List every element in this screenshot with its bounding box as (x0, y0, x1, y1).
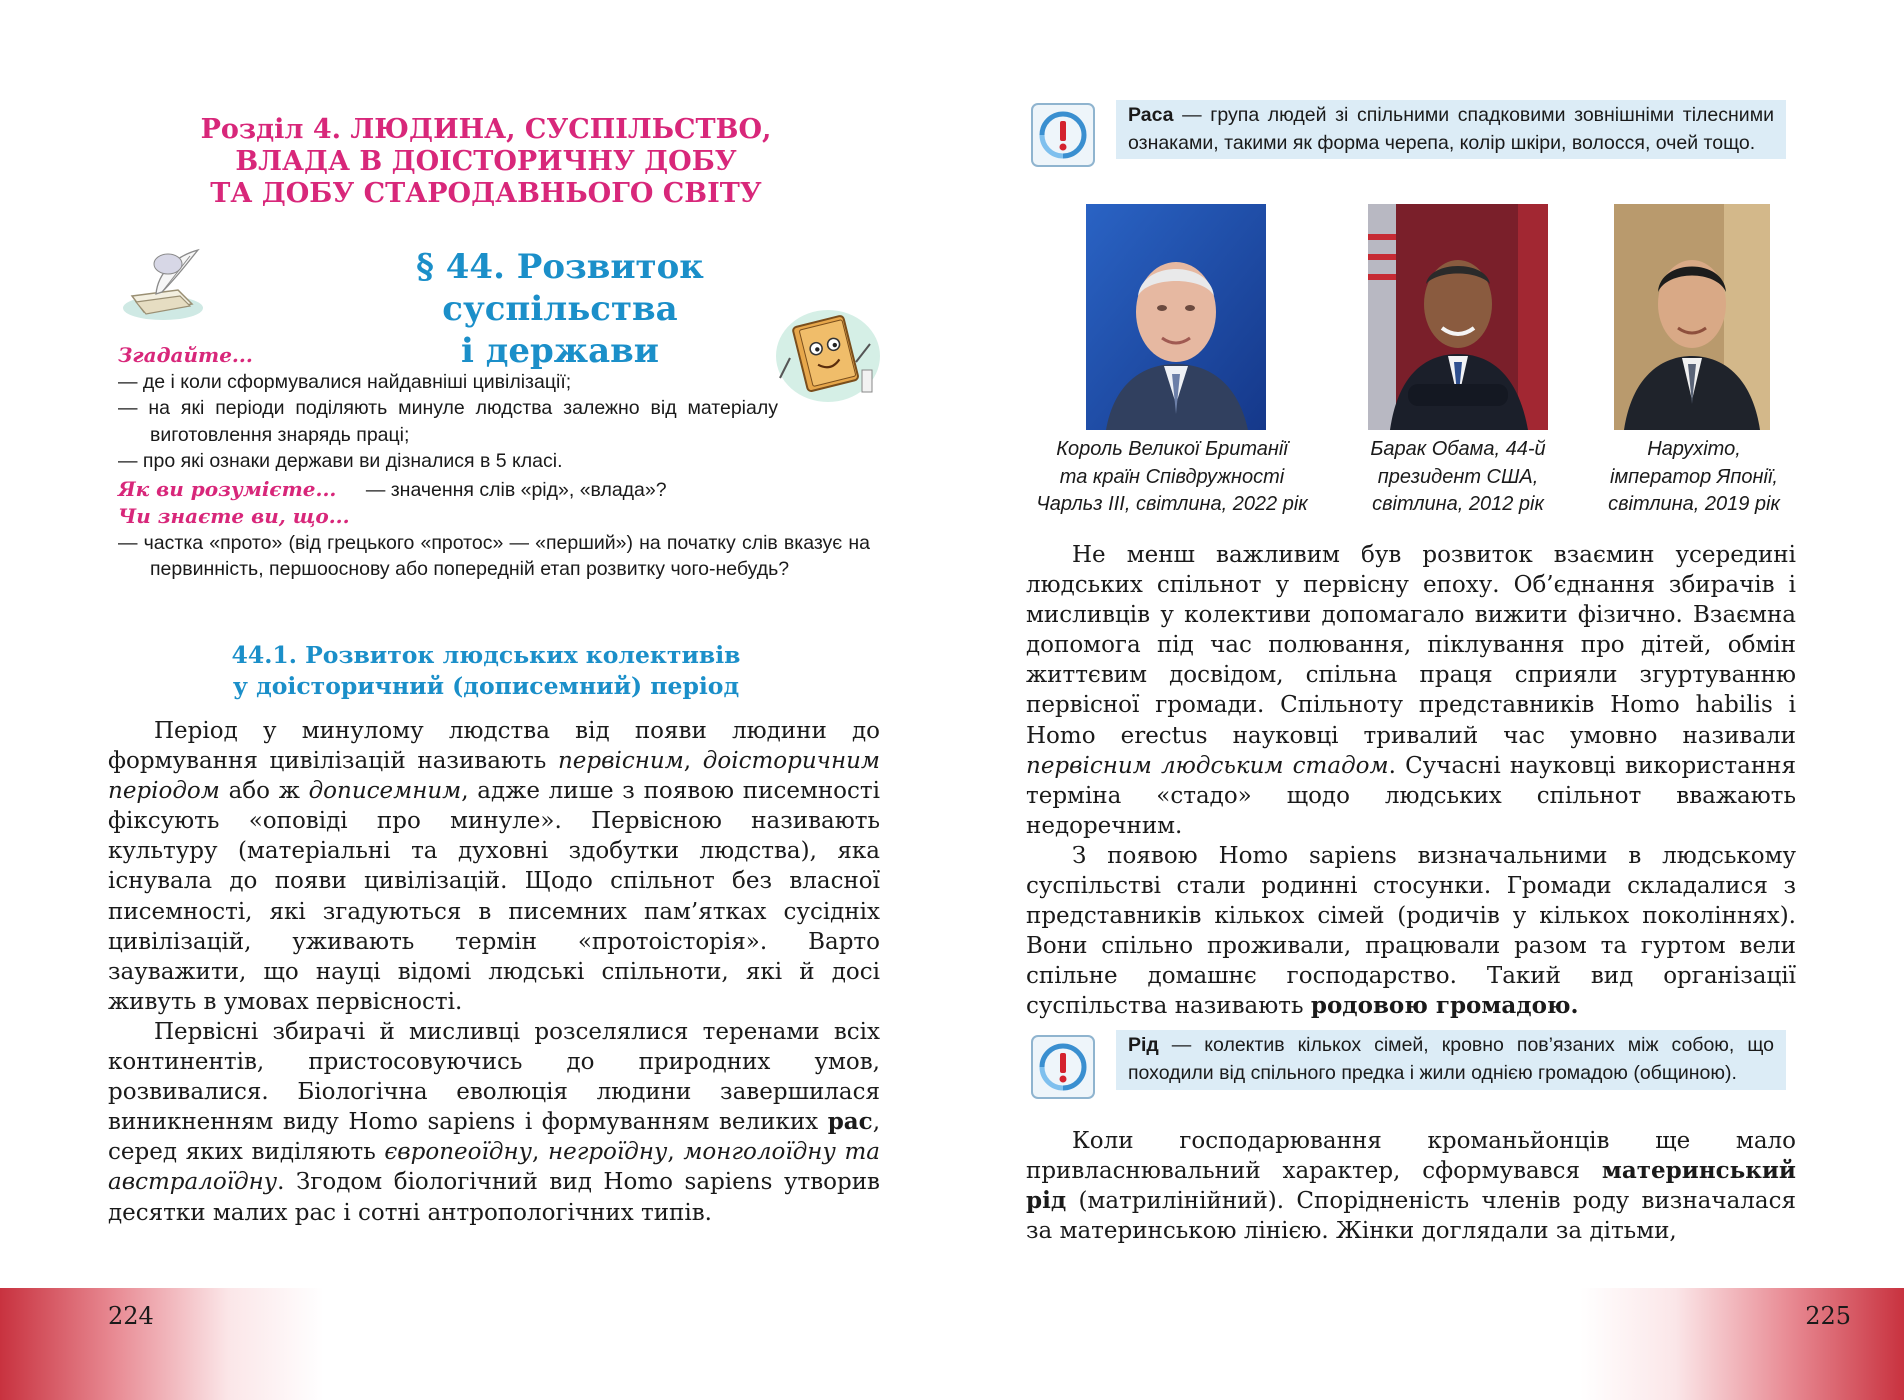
text-run: Первісні збирачі й мисливці розселялися теренами всіх континентів, пристосовуючись до природних умов, розвивалися. Біологічна еволюція людини завершилася виникненням виду Homo sapiens і формуванням великих (108, 1018, 880, 1136)
bold-term: рас (827, 1108, 873, 1136)
body-paragraph (108, 716, 880, 1017)
page-number: 224 (108, 1302, 154, 1330)
caption-line: та країн Співдружності (1059, 465, 1285, 488)
caption-line: імператор Японії, (1610, 465, 1778, 488)
italic-term: доісторичним періодом (108, 748, 880, 805)
definition-rid (1116, 1030, 1786, 1090)
body-paragraph (108, 1017, 880, 1228)
recall-item: — де і коли сформувалися найдавніші цивілізації; (118, 370, 572, 393)
portrait-naruhito-photo (1614, 204, 1770, 430)
subsection-title (196, 640, 776, 702)
section-heading-line: Розділ 4. ЛЮДИНА, СУСПІЛЬСТВО, (200, 114, 772, 145)
know-text: — частка «прото» (від грецького «протос» — «перший») на початку слів вказує на первинність, першооснову або попередній етап розвитку чого-небудь? (118, 531, 870, 580)
portrait-charles-photo (1086, 204, 1266, 430)
recall-label: Згадайте... (118, 343, 253, 367)
text-run: , серед яких виділяють (108, 1109, 880, 1166)
bold-term: материнський рід (1026, 1157, 1796, 1215)
caption-line: Чарльз ІІІ, світлина, 2022 рік (1036, 493, 1308, 515)
photo-caption-obama (1340, 436, 1576, 519)
italic-term: первісним людським стадом (1026, 752, 1389, 779)
definition-term: Рід (1128, 1034, 1159, 1056)
text-run: З появою Homo sapiens визначальними в людському суспільстві стали родинні стосунки. Громади складалися з представників кількох сімей (родичів у кількох поколіннях). Вони спільно проживали, працювали разом та гуртом вели спільне домашнє господарство. Такий вид організації суспільства називають (1026, 842, 1796, 1020)
understand-row (118, 476, 898, 504)
quill-icon (118, 246, 208, 324)
right-body-lower (1026, 1126, 1796, 1246)
definition-text: — колектив кількох сімей, кровно пов’язаних між собою, що походили від спільного предка і жили однією громадою (общиною). (1128, 1034, 1774, 1084)
caption-line: світлина, 2019 рік (1608, 493, 1780, 515)
text-run: , адже лише з появою писемності фіксують «оповіді про минуле». Первісною називають культуру (матеріальні та духовні здобутки людства), яка існувала до появи цивілізацій. Щодо спільнот без власної писемності, які згадуються в писемних пам’ятках сусідніх цивілізацій, уживають термін «протоісторія». Варто зауважити, що науці відомі людські спільноти, які й досі живуть в умовах первісності. (108, 778, 880, 1015)
definition-text: — група людей зі спільними спадковими зовнішніми тілесними ознаками, такими як форма черепа, колір шкіри, волосся, очей тощо. (1128, 104, 1774, 154)
right-body-upper (1026, 540, 1796, 1022)
caption-line: Король Великої Британії (1056, 438, 1288, 460)
text-run: , (683, 748, 703, 775)
recall-block (118, 342, 898, 583)
photo-caption-charles (1022, 436, 1322, 519)
attention-icon (1030, 102, 1096, 168)
paragraph-title-line: § 44. Розвиток суспільства (416, 247, 704, 329)
left-body (108, 716, 880, 1228)
subsection-title-line: у доісторичний (дописемний) період (232, 672, 740, 700)
italic-term: європеоїдну (384, 1139, 532, 1166)
text-run: , (531, 1139, 548, 1166)
text-run: Період у минулому людства від появи людини до формування цивілізацій називають (108, 718, 880, 775)
caption-line: Нарухіто, (1647, 438, 1741, 460)
portrait-obama-photo (1368, 204, 1548, 430)
text-run: . Згодом біологічний вид Homo sapiens утворив десятки малих рас і сотні антропологічних типів. (108, 1169, 880, 1226)
subsection-title-line: 44.1. Розвиток людських колективів (231, 641, 741, 669)
section-heading (186, 114, 786, 210)
italic-term: дописемним (308, 778, 462, 805)
text-run: Не менш важливим був розвиток взаємин усередині людських спільнот у первісну епоху. Об’єднання збирачів і мисливців у колективи допомагало вижити фізично. Взаємна допомога під час полювання, піклування про дітей, обмін життєвим досвідом, спільна праця сприяли згуртуванню первісної громади. Спільноту представників Homo habilis і Homo erectus науковці тривалий час умовно називали (1026, 542, 1796, 749)
footer-bar (952, 1288, 1904, 1400)
text-run: Коли господарювання кроманьйонців ще мало привласнювальний характер, сформувався (1026, 1128, 1796, 1185)
know-label: Чи знаєте ви, що... (118, 504, 350, 528)
text-run: . Сучасні науковці використання терміна «стадо» щодо людських спільнот вважають недоречним. (1026, 752, 1796, 839)
body-paragraph (1026, 540, 1796, 841)
understand-label: Як ви розумієте... (118, 476, 337, 501)
caption-line: президент США, (1377, 465, 1539, 488)
italic-term: первісним (557, 748, 684, 775)
paragraph-title-line: і держави (460, 331, 660, 371)
page-number: 225 (1805, 1302, 1851, 1330)
section-heading-line: ВЛАДА В ДОІСТОРИЧНУ ДОБУ (235, 146, 737, 177)
definition-term: Раса (1128, 104, 1174, 126)
recall-item: — на які періоди поділяють минуле людства залежно від матеріалу виготовлення знарядь праці; (118, 397, 778, 446)
body-paragraph (1026, 1126, 1796, 1246)
body-paragraph (1026, 841, 1796, 1022)
text-run: , (667, 1139, 684, 1166)
text-run: або ж (219, 778, 309, 805)
italic-term: монголоїдну та австралоїдну (108, 1139, 881, 1196)
photo-caption-naruhito (1576, 436, 1812, 519)
section-heading-line: ТА ДОБУ СТАРОДАВНЬОГО СВІТУ (210, 178, 762, 209)
caption-line: світлина, 2012 рік (1372, 493, 1544, 515)
attention-icon (1030, 1034, 1096, 1100)
text-run: (матрилінійний). Спорідненість членів роду визначалася за материнською лінією. Жінки доглядали за дітьми, (1026, 1188, 1796, 1245)
caption-line: Барак Обама, 44-й (1370, 438, 1546, 460)
bold-term: родовою громадою. (1310, 992, 1579, 1020)
recall-item: — про які ознаки держави ви дізналися в 5 класі. (118, 450, 563, 472)
understand-text: — значення слів «рід», «влада»? (365, 478, 667, 501)
definition-race (1116, 100, 1786, 159)
italic-term: негроїдну (547, 1139, 668, 1166)
